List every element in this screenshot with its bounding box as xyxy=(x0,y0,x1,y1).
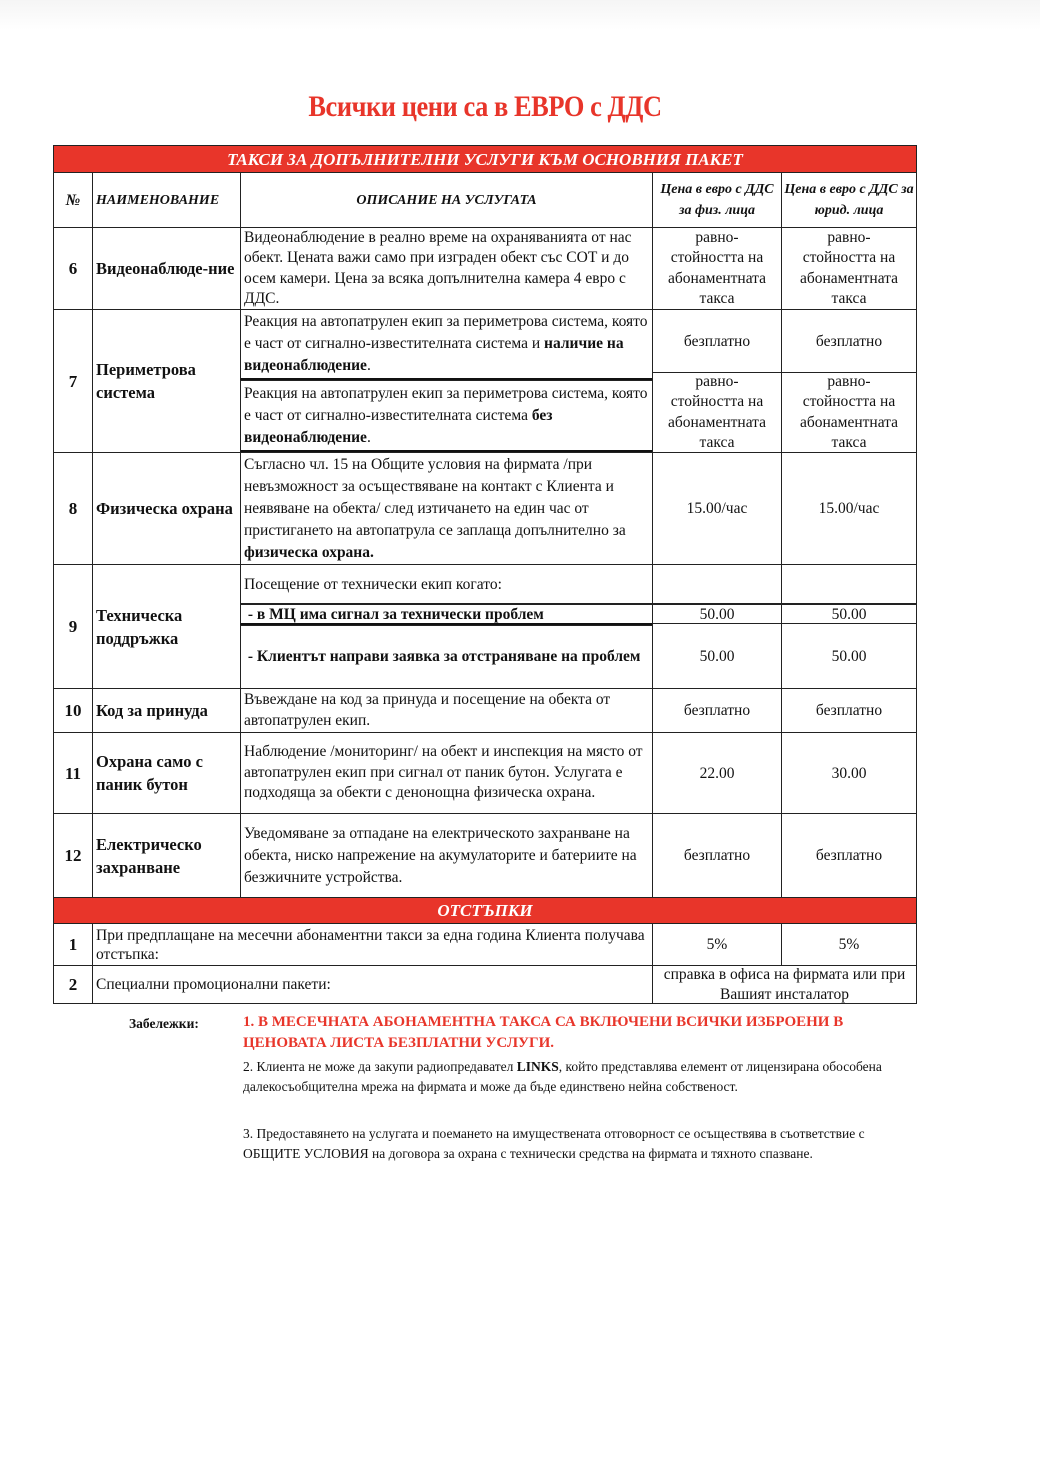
links-brand: LINKS xyxy=(516,1059,559,1074)
price-legal: 50.00 xyxy=(781,603,917,624)
description-text: Реакция на автопатрулен екип за периметрова система, която е част от сигнално-известителната система и наличие на видеонаблюдение. xyxy=(244,313,648,374)
discounts-header: ОТСТЪПКИ xyxy=(53,897,917,924)
row-description: Посещение от технически екип когато: xyxy=(240,564,653,604)
row-description: - в МЦ има сигнал за технически проблем xyxy=(240,603,653,626)
row-description xyxy=(240,380,653,453)
row-name: Периметрова система xyxy=(92,309,241,453)
column-header-number: № xyxy=(53,172,93,228)
price-legal: равно-стойността на абонаментната такса xyxy=(781,227,917,310)
column-header-description: ОПИСАНИЕ НА УСЛУГАТА xyxy=(240,172,653,228)
row-number: 10 xyxy=(53,688,93,733)
price-individual: равно-стойността на абонаментната такса xyxy=(652,227,782,310)
row-name: Техническа поддръжка xyxy=(92,564,241,689)
price-individual: 50.00 xyxy=(652,603,782,624)
price-individual: 22.00 xyxy=(652,732,782,814)
notes-label: Забележки: xyxy=(129,1016,199,1031)
price-legal: 50.00 xyxy=(781,623,917,689)
column-header-price-individual: Цена в евро с ДДС за физ. лица xyxy=(652,172,782,228)
price-legal: безплатно xyxy=(781,813,917,898)
price-individual xyxy=(652,564,782,604)
description-text: Уведомяване за отпадане на електрическото захранване на обекта, ниско напрежение на акумулаторите и батериите на безжичните устройства. xyxy=(244,824,637,886)
row-number: 1 xyxy=(53,923,93,966)
price-legal: 15.00/час xyxy=(781,452,917,565)
row-number: 7 xyxy=(53,309,93,453)
description-text: Въвеждане на код за принуда и посещение на обекта от автопатрулен екип. xyxy=(244,691,611,729)
price-individual: 15.00/час xyxy=(652,452,782,565)
column-header-price-legal: Цена в евро с ДДС за юрид. лица xyxy=(781,172,917,228)
row-number: 6 xyxy=(53,227,93,310)
description-text: Наблюдение /мониторинг/ на обект и инспекция на място от автопатрулен екип при сигнал от паник бутон. Услугата е подходяща за обекти с денонощна физическа охрана. xyxy=(244,743,643,802)
row-name: Физическа охрана xyxy=(92,452,241,565)
price-individual: 5% xyxy=(652,923,782,966)
price-individual: равно-стойността на абонаментната такса xyxy=(652,372,782,453)
price-legal: равно-стойността на абонаментната такса xyxy=(781,372,917,453)
row-number: 9 xyxy=(53,564,93,689)
description-text: При предплащане на месечни абонаментни такси за една година Клиента получава отстъпка: xyxy=(96,926,645,963)
row-description: - Клиентът направи заявка за отстраняване на проблем xyxy=(240,625,653,689)
price-individual: безплатно xyxy=(652,688,782,733)
row-description: Специални промоционални пакети: xyxy=(92,965,653,1004)
row-number: 2 xyxy=(53,965,93,1004)
row-description xyxy=(240,227,653,310)
row-number: 8 xyxy=(53,452,93,565)
note-2: 2. Клиента не може да закупи радиопредавател LINKS, който представлява елемент от лицензирана обособена далекосъобщителна мрежа на фирмата и може да бъде единствено нейна собственост. xyxy=(243,1059,882,1094)
price-legal: 30.00 xyxy=(781,732,917,814)
discount-value: справка в офиса на фирмата или при Вашият инсталатор xyxy=(652,965,917,1004)
description-text: Видеонаблюдение в реално време на охраняванията от нас обект. Цената важи само при изграден обект със СОТ и до осем камери. Цена за всяка допълнителна камера 4 евро с ДДС. xyxy=(244,228,632,307)
row-name: Електрическо захранване xyxy=(92,813,241,898)
note-3: 3. Предоставянето на услугата и поемането на имуществената отговорност се осъществява в съответствие с ОБЩИТЕ УСЛОВИЯ на договора за охрана с технически средства на фирмата и тяхното спазване. xyxy=(243,1126,865,1161)
row-description xyxy=(240,732,653,814)
row-description xyxy=(240,309,653,381)
row-name: Код за принуда xyxy=(92,688,241,733)
row-description xyxy=(92,923,653,966)
description-text: Реакция на автопатрулен екип за периметрова система, която е част от сигнално-известителната система без видеонаблюдение. xyxy=(244,384,648,446)
price-legal xyxy=(781,564,917,604)
row-description xyxy=(240,452,653,565)
price-individual: 50.00 xyxy=(652,623,782,689)
price-legal: безплатно xyxy=(781,309,917,373)
row-number: 11 xyxy=(53,732,93,814)
section-header: ТАКСИ ЗА ДОПЪЛНИТЕЛНИ УСЛУГИ КЪМ ОСНОВНИЯ ПАКЕТ xyxy=(53,145,917,173)
price-legal: 5% xyxy=(781,923,917,966)
page-title: Всички цени са в ЕВРО с ДДС xyxy=(308,90,662,123)
price-individual: безплатно xyxy=(652,309,782,373)
note-1: 1. В МЕСЕЧНАТА АБОНАМЕНТНА ТАКСА СА ВКЛЮЧЕНИ ВСИЧКИ ИЗБРОЕНИ В ЦЕНОВАТА ЛИСТА БЕЗПЛАТНИ УСЛУГИ. xyxy=(243,1014,844,1051)
description-text: Съгласно чл. 15 на Общите условия на фирмата /при невъзможност за осъществяване на контакт с Клиента и неявяване на обекта/ след изтичането на един час от пристигането на автопатрула се заплаща допълнително за физическа охрана. xyxy=(244,455,626,561)
price-legal: безплатно xyxy=(781,688,917,733)
row-description xyxy=(240,688,653,733)
row-name: Охрана само с паник бутон xyxy=(92,732,241,814)
row-description xyxy=(240,813,653,898)
row-name: Видеонаблюде-ние xyxy=(92,227,241,310)
row-number: 12 xyxy=(53,813,93,898)
price-individual: безплатно xyxy=(652,813,782,898)
column-header-name: НАИМЕНОВАНИЕ xyxy=(92,172,241,228)
